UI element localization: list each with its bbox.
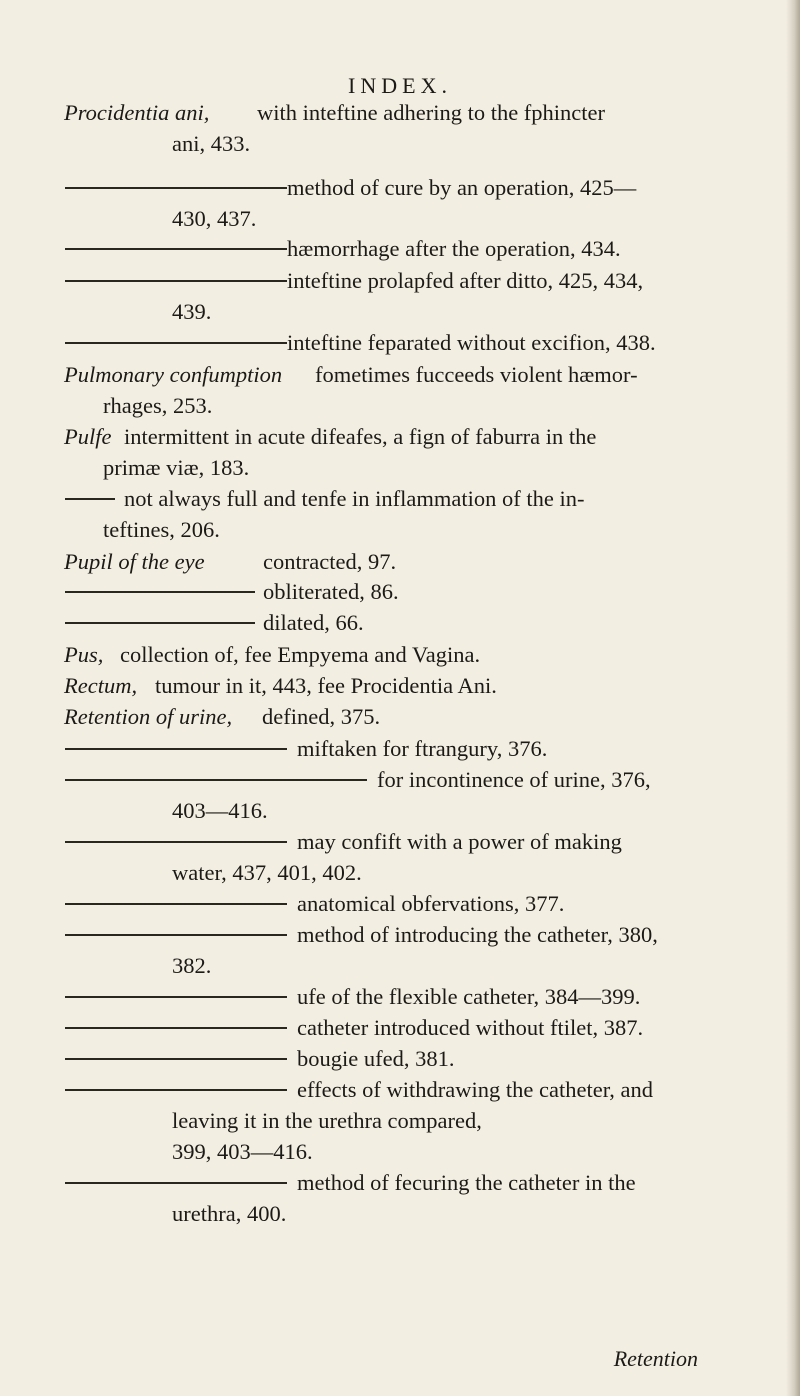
ditto-rule xyxy=(65,484,115,514)
ditto-rule xyxy=(65,889,287,919)
entry-continuation: ani, 433. xyxy=(172,131,251,156)
ditto-rule xyxy=(65,734,287,764)
ditto-rule xyxy=(65,577,255,607)
entry-heading: Retention of urine, xyxy=(64,704,233,729)
ditto-rule xyxy=(65,173,287,203)
entry-text: catheter introduced without ftilet, 387. xyxy=(297,1015,644,1040)
ditto-rule xyxy=(65,982,287,1012)
entry-text: obliterated, 86. xyxy=(263,579,399,604)
ditto-rule xyxy=(65,1013,287,1043)
entry-text: with inteftine adhering to the fphincter xyxy=(257,100,606,125)
entry-heading: Rectum, xyxy=(64,673,138,698)
ditto-rule xyxy=(65,827,287,857)
entry-text: tumour in it, 443, fee Procidentia Ani. xyxy=(155,673,497,698)
entry-text: may confift with a power of making xyxy=(297,829,622,854)
entry-text: collection of, fee Empyema and Vagina. xyxy=(120,642,481,667)
page-header: INDEX. xyxy=(348,73,452,98)
entry-text: method of cure by an operation, 425— xyxy=(287,175,637,200)
entry-text: inteftine feparated without excifion, 438. xyxy=(287,330,656,355)
entry-text: effects of withdrawing the catheter, and xyxy=(297,1077,654,1102)
entry-continuation: leaving it in the urethra compared, xyxy=(172,1108,482,1133)
entry-continuation: teftines, 206. xyxy=(103,517,220,542)
entry-continuation: 382. xyxy=(172,953,212,978)
entry-text: anatomical obfervations, 377. xyxy=(297,891,565,916)
entry-continuation: urethra, 400. xyxy=(172,1201,287,1226)
ditto-rule xyxy=(65,920,287,950)
entry-text: inteftine prolapfed after ditto, 425, 434, xyxy=(287,268,644,293)
entry-text: for incontinence of urine, 376, xyxy=(377,767,651,792)
entry-continuation: 399, 403—416. xyxy=(172,1139,313,1164)
ditto-rule xyxy=(65,328,287,358)
entry-text: intermittent in acute difeafes, a fign of faburra in the xyxy=(124,424,597,449)
entry-text: miftaken for ftrangury, 376. xyxy=(297,736,548,761)
catchword: Retention xyxy=(613,1346,698,1371)
ditto-rule xyxy=(65,266,287,296)
ditto-rule xyxy=(65,1044,287,1074)
entry-heading: Procidentia ani, xyxy=(64,100,210,125)
entry-heading: Pupil of the eye xyxy=(64,549,205,574)
entry-continuation: 439. xyxy=(172,299,212,324)
entry-text: bougie ufed, 381. xyxy=(297,1046,455,1071)
entry-continuation: 403—416. xyxy=(172,798,268,823)
entry-heading: Pulfe xyxy=(64,424,112,449)
page-edge xyxy=(786,0,800,1396)
ditto-rule xyxy=(65,1168,287,1198)
entry-text: dilated, 66. xyxy=(263,610,364,635)
entry-text: hæmorrhage after the operation, 434. xyxy=(287,236,621,261)
entry-heading: Pus, xyxy=(64,642,104,667)
entry-text: method of fecuring the catheter in the xyxy=(297,1170,636,1195)
entry-text: method of introducing the catheter, 380, xyxy=(297,922,658,947)
entry-heading: Pulmonary confumption xyxy=(64,362,283,387)
ditto-rule xyxy=(65,608,255,638)
entry-text: ufe of the flexible catheter, 384—399. xyxy=(297,984,641,1009)
entry-continuation: rhages, 253. xyxy=(103,393,213,418)
entry-text: fometimes fucceeds violent hæmor- xyxy=(315,362,638,387)
entry-continuation: water, 437, 401, 402. xyxy=(172,860,362,885)
entry-continuation: 430, 437. xyxy=(172,206,257,231)
ditto-rule xyxy=(65,1075,287,1105)
entry-text: not always full and tenfe in inflammation of the in- xyxy=(124,486,585,511)
entry-continuation: primæ viæ, 183. xyxy=(103,455,250,480)
entry-text: defined, 375. xyxy=(262,704,381,729)
ditto-rule xyxy=(65,234,287,264)
entry-text: contracted, 97. xyxy=(263,549,397,574)
ditto-rule xyxy=(65,765,367,795)
